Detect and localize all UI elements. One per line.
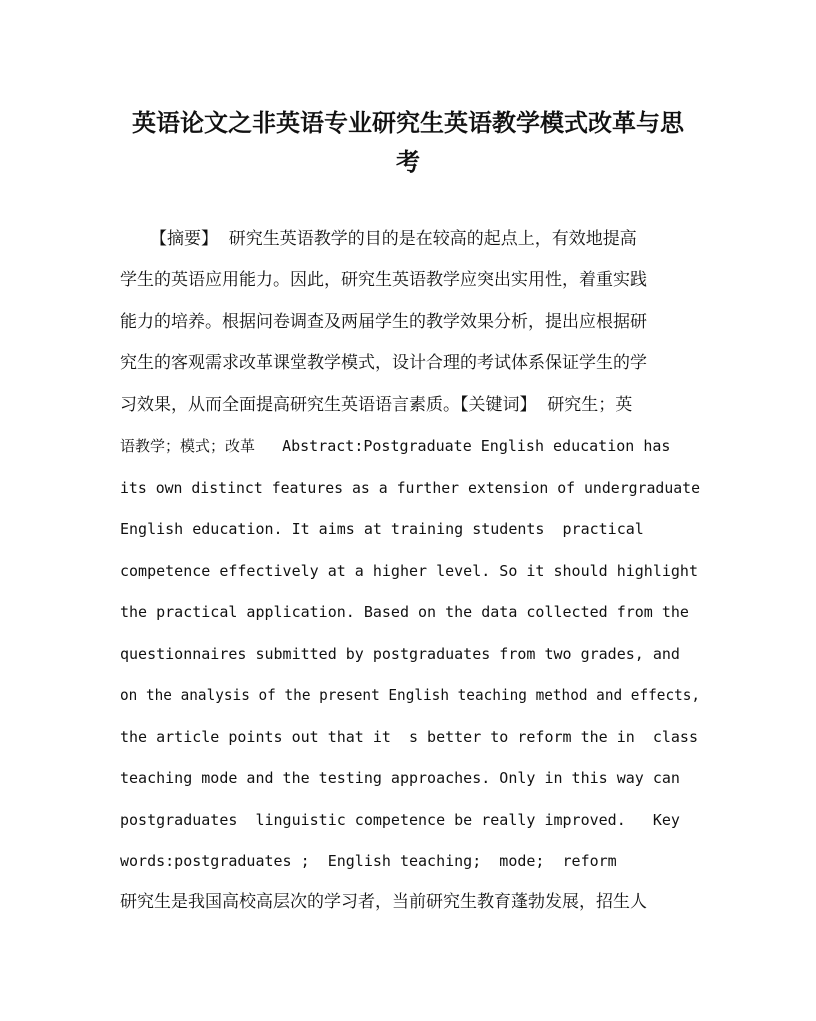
body-line-7: its own distinct features as a further extension of undergraduate (120, 479, 701, 497)
document-title-line-1: 英语论文之非英语专业研究生英语教学模式改革与思 (132, 108, 684, 137)
body-line-6: 语教学；模式；改革 Abstract:Postgraduate English education has (120, 437, 671, 455)
body-line-10: the practical application. Based on the data collected from the (120, 603, 689, 621)
body-line-13: the article points out that it s better to reform the in class (120, 728, 698, 746)
body-line-14: teaching mode and the testing approaches. Only in this way can (120, 769, 680, 787)
body-line-3: 能力的培养。根据问卷调查及两届学生的教学效果分析，提出应根据研 (120, 312, 647, 332)
body-line-2: 学生的英语应用能力。因此，研究生英语教学应突出实用性，着重实践 (120, 270, 647, 290)
body-line-5: 习效果，从而全面提高研究生英语语言素质。【关键词】 研究生；英 (120, 395, 633, 415)
body-line-1: 【摘要】 研究生英语教学的目的是在较高的起点上，有效地提高 (150, 229, 637, 249)
body-line-9: competence effectively at a higher level. So it should highlight (120, 562, 698, 580)
body-line-16: words:postgraduates ; English teaching; mode; reform (120, 852, 617, 870)
body-line-12: on the analysis of the present English teaching method and effects, (120, 686, 701, 704)
body-line-15: postgraduates linguistic competence be really improved. Key (120, 811, 680, 829)
body-line-4: 究生的客观需求改革课堂教学模式，设计合理的考试体系保证学生的学 (120, 353, 647, 373)
body-line-8: English education. It aims at training students practical (120, 520, 644, 538)
body-line-17: 研究生是我国高校高层次的学习者，当前研究生教育蓬勃发展，招生人 (120, 892, 647, 912)
document-title-line-2: 考 (396, 147, 420, 176)
body-line-11: questionnaires submitted by postgraduates from two grades, and (120, 645, 680, 663)
